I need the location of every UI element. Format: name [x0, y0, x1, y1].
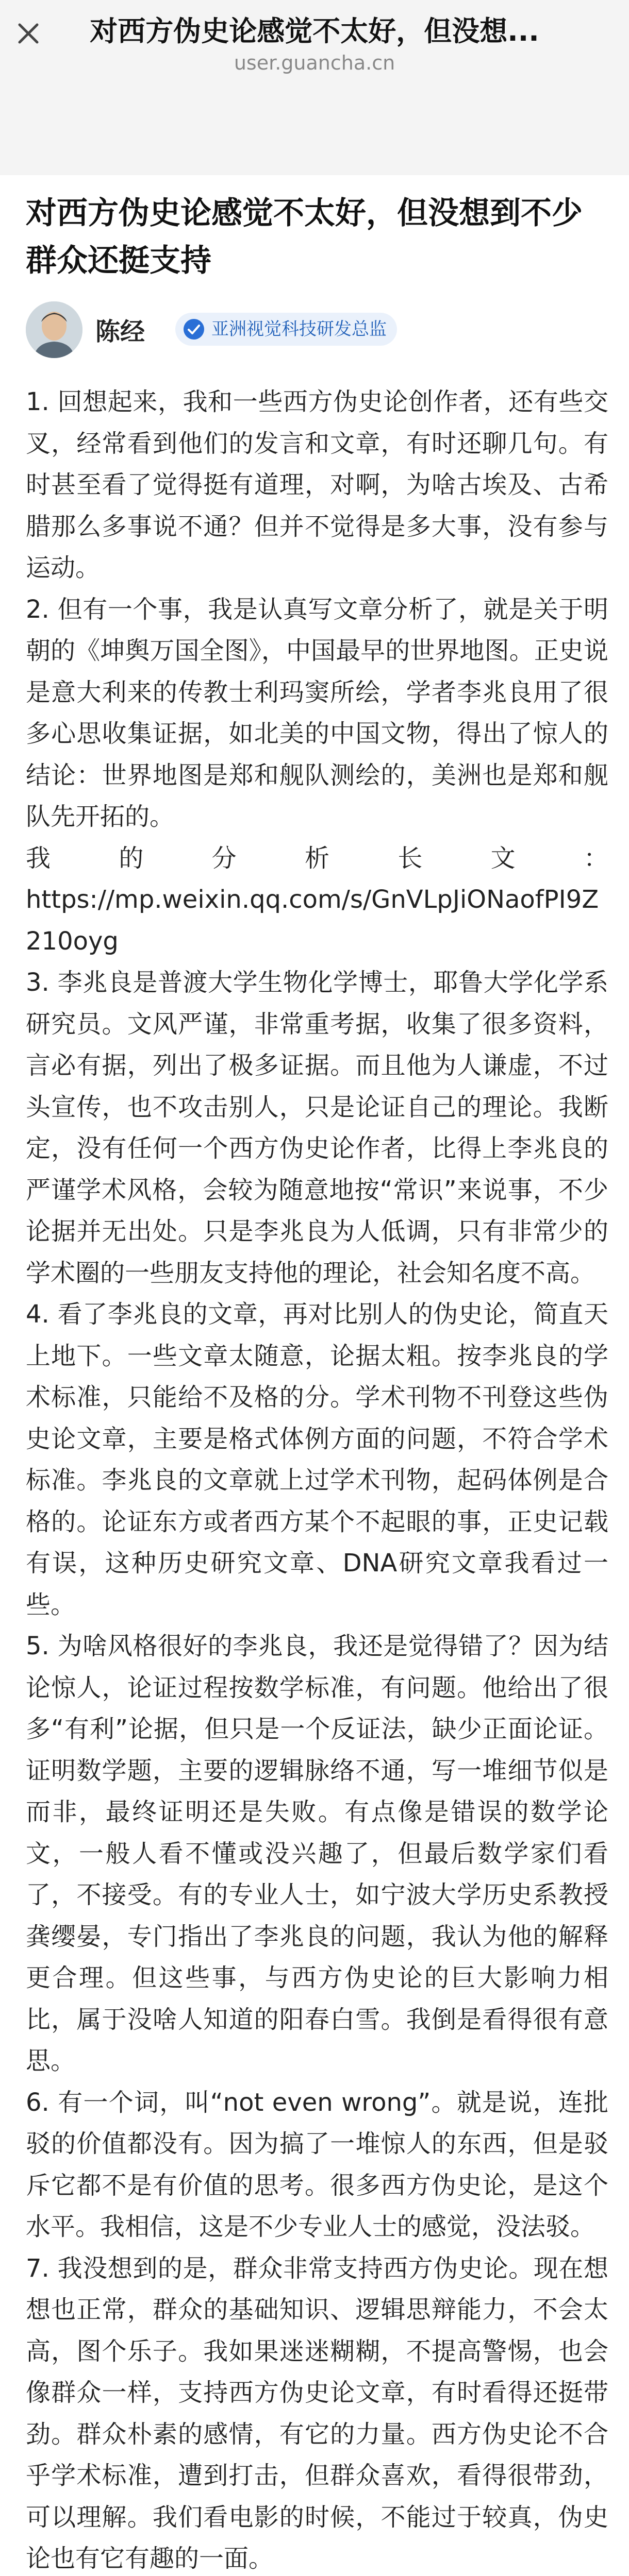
author-row — [26, 301, 608, 358]
article — [0, 175, 629, 2576]
paragraph: 4. 看了李兆良的文章，再对比别人的伪史论，简直天上地下。一些文章太随意，论据太粗。按李兆良的学术标准，只能给不及格的分。学术刊物不刊登这些伪史论文章，主要是格式体例方面的问题，不符合学术标准。李兆良的文章就上过学术刊物，起码体例是合格的。论证东方或者西方某个不起眼的事，正史记载有误，这种历史研究文章、DNA研究文章我看过一些。 — [26, 1300, 608, 1619]
paragraph: 1. 回想起来，我和一些西方伪史论创作者，还有些交叉，经常看到他们的发言和文章，有时还聊几句。有时甚至看了觉得挺有道理，对啊，为啥古埃及、古希腊那么多事说不通？但并不觉得是多大事，没有参与运动。 — [26, 387, 608, 582]
header-spacer — [0, 93, 629, 175]
paragraph: 3. 李兆良是普渡大学生物化学博士，耶鲁大学化学系研究员。文风严谨，非常重考据，收集了很多资料，言必有据，列出了极多证据。而且他为人谦虚，不过头宣传，也不攻击别人，只是论证自己的理论。我断定，没有任何一个西方伪史论作者，比得上李兆良的严谨学术风格，会较为随意地按“常识”来说事，不少论据并无出处。只是李兆良为人低调，只有非常少的学术圈的一些朋友支持他的理论，社会知名度不高。 — [26, 968, 608, 1287]
author-name[interactable]: 陈经 — [95, 317, 145, 346]
article-title: 对西方伪史论感觉不太好，但没想到不少群众还挺支持 — [26, 195, 583, 279]
author-badge — [175, 313, 397, 346]
verified-badge-icon — [183, 318, 205, 341]
author-badge-label: 亚洲视觉科技研发总监 — [211, 319, 387, 340]
window-title: 对西方伪史论感觉不太好，但没想... — [90, 15, 539, 47]
paragraph: 6. 有一个词，叫“not even wrong”。就是说，连批驳的价值都没有。因为搞了一堆惊人的东西，但是驳斥它都不是有价值的思考。很多西方伪史论，是这个水平。我相信，这是不少专业人士的感觉，没法驳。 — [26, 2088, 608, 2241]
article-body — [26, 381, 608, 2576]
page-url: user.guancha.cn — [234, 52, 395, 74]
article-link[interactable]: https://mp.weixin.qq.com/s/GnVLpJiONaofPI9Z210oyg — [26, 885, 599, 956]
top-bar — [0, 0, 629, 93]
link-label: 我 的 分 析 长 文 ： — [26, 843, 608, 873]
paragraph: 7. 我没想到的是，群众非常支持西方伪史论。现在想想也正常，群众的基础知识、逻辑思辩能力，不会太高，图个乐子。我如果迷迷糊糊，不提高警惕，也会像群众一样，支持西方伪史论文章，有时看得还挺带劲。群众朴素的感情，有它的力量。西方伪史论不合乎学术标准，遭到打击，但群众喜欢，看得很带劲，可以理解。我们看电影的时候，不能过于较真，伪史论也有它有趣的一面。 — [26, 2253, 608, 2573]
avatar-portrait-icon — [26, 301, 82, 358]
paragraph: 2. 但有一个事，我是认真写文章分析了，就是关于明朝的《坤舆万国全图》，中国最早的世界地图。正史说是意大利来的传教士利玛窦所绘，学者李兆良用了很多心思收集证据，如北美的中国文物，得出了惊人的结论：世界地图是郑和舰队测绘的，美洲也是郑和舰队先开拓的。 — [26, 595, 608, 831]
close-icon — [15, 21, 41, 46]
close-button[interactable] — [10, 15, 46, 52]
paragraph: 5. 为啥风格很好的李兆良，我还是觉得错了？因为结论惊人，论证过程按数学标准，有问题。他给出了很多“有利”论据，但只是一个反证法，缺少正面论证。证明数学题，主要的逻辑脉络不通，写一堆细节似是而非，最终证明还是失败。有点像是错误的数学论文，一般人看不懂或没兴趣了，但最后数学家们看了，不接受。有的专业人士，如宁波大学历史系教授龚缨晏，专门指出了李兆良的问题，我认为他的解释更合理。但这些事，与西方伪史论的巨大影响力相比，属于没啥人知道的阳春白雪。我倒是看得很有意思。 — [26, 1632, 608, 2075]
avatar[interactable] — [26, 301, 82, 358]
